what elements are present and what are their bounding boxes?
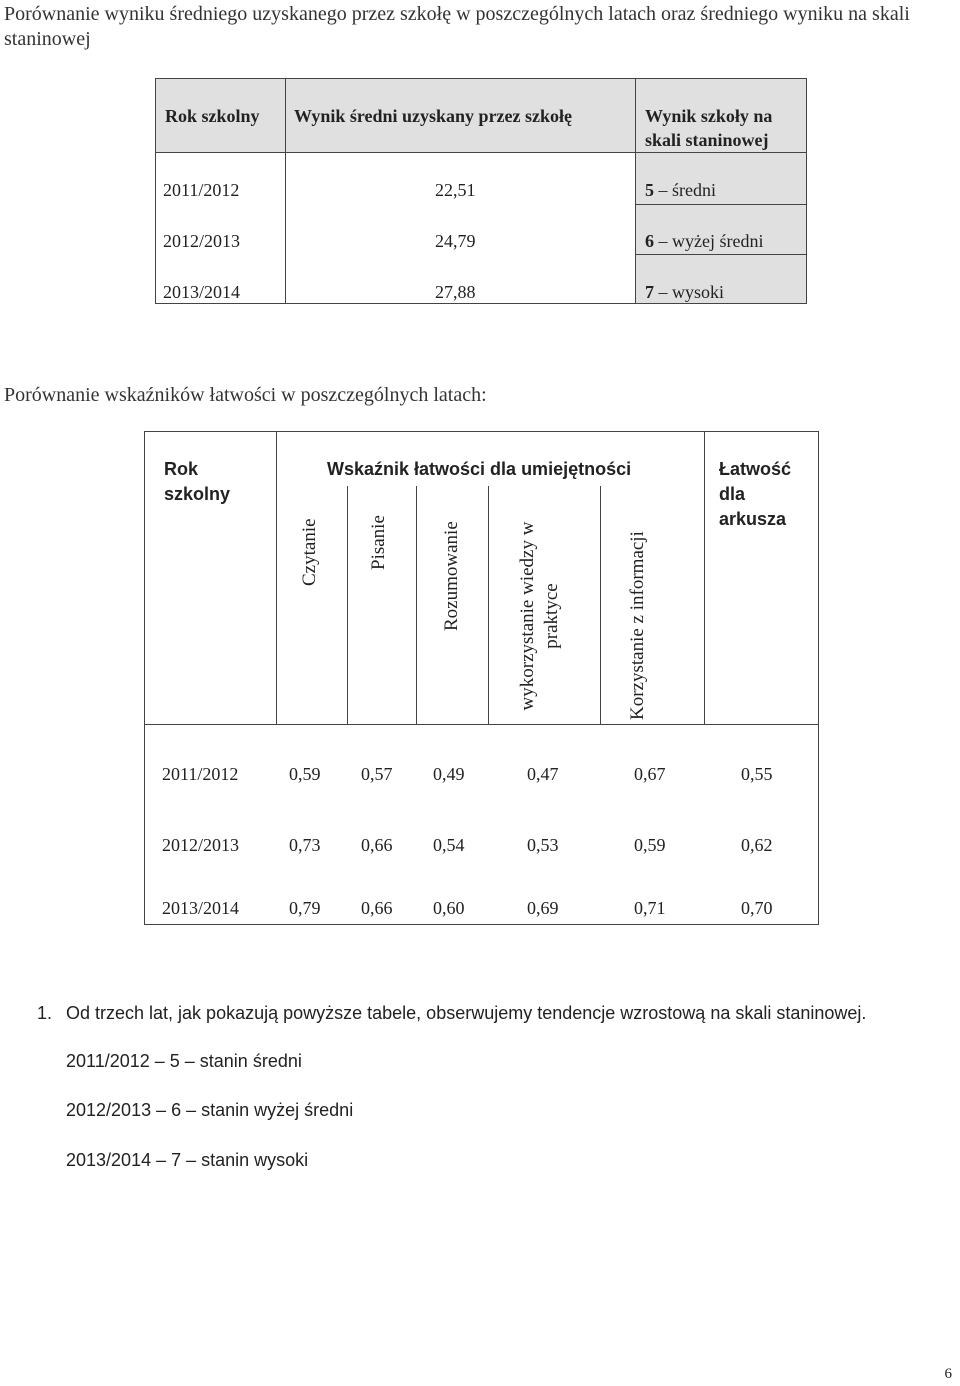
table-border (806, 78, 807, 304)
table-border (155, 78, 156, 304)
row3-reading: 0,79 (289, 898, 321, 918)
row2-year: 2012/2013 (163, 231, 241, 251)
header-ease-line1: Łatwość (719, 459, 792, 479)
table-border (144, 924, 819, 925)
row2-stanine-num: 6 (645, 231, 654, 251)
table-border (144, 431, 819, 432)
header-stanine-line1: Wynik szkoły na (645, 106, 773, 126)
header-year: Rok szkolny (165, 106, 260, 126)
table-border (155, 78, 807, 79)
row2-ease: 0,62 (741, 835, 773, 855)
row1-stanine-num: 5 (645, 180, 654, 200)
row1-reasoning: 0,49 (433, 764, 465, 784)
row3-reasoning: 0,60 (433, 898, 465, 918)
header-stanine-line2: skali staninowej (645, 130, 769, 150)
header-ease-line3: arkusza (719, 509, 787, 529)
header-avg: Wynik średni uzyskany przez szkołę (294, 106, 573, 126)
row2-reasoning: 0,54 (433, 835, 465, 855)
row2-stanine-label: – wyżej średni (658, 231, 764, 251)
note-text: Od trzech lat, jak pokazują powyższe tabele, obserwujemy tendencje wzrostową na skali staninowej. (66, 1003, 867, 1023)
row1-reading: 0,59 (289, 764, 321, 784)
section1-title: Porównanie wyniku średniego uzyskanego przez szkołę w poszczególnych latach oraz średniego wyniku na skali staninowej (4, 3, 910, 50)
row1-avg: 22,51 (435, 180, 476, 200)
row1-applying: 0,47 (527, 764, 559, 784)
row1-stanine-label: – średni (658, 180, 716, 200)
table-border (635, 254, 807, 255)
row1-year: 2011/2012 (163, 180, 240, 200)
header-ease-line2: dla (719, 484, 746, 504)
skill-header-reading: Czytanie (299, 518, 320, 586)
row2-writing: 0,66 (361, 835, 393, 855)
row3-applying: 0,69 (527, 898, 559, 918)
table-border (635, 204, 807, 205)
ease-index-table (144, 431, 819, 925)
row1-writing: 0,57 (361, 764, 393, 784)
row1-information: 0,67 (634, 764, 666, 784)
row3-avg: 27,88 (435, 282, 476, 302)
page-number: 6 (944, 1366, 952, 1382)
table-border (155, 152, 807, 153)
skill-header-using-information: Korzystanie z informacji (627, 531, 648, 720)
table-border (144, 431, 145, 925)
header-year-line2: szkolny (164, 484, 231, 504)
table-border (600, 486, 601, 724)
stanine-table (155, 78, 807, 304)
table-border (635, 78, 636, 304)
row2-applying: 0,53 (527, 835, 559, 855)
row3-stanine-num: 7 (645, 282, 654, 302)
row3-stanine-label: – wysoki (658, 282, 725, 302)
header-year-line1: Rok (164, 459, 199, 479)
skill-header-reasoning: Rozumowanie (441, 521, 462, 631)
row3-information: 0,71 (634, 898, 666, 918)
table-border (285, 78, 286, 304)
row3-year: 2013/2014 (162, 898, 240, 918)
note-line-2013: 2013/2014 – 7 – stanin wysoki (66, 1150, 309, 1170)
table-border (144, 793, 145, 794)
table-border (704, 431, 705, 724)
row2-information: 0,59 (634, 835, 666, 855)
row1-year: 2011/2012 (162, 764, 239, 784)
table-border (347, 486, 348, 724)
table-border (144, 724, 819, 725)
table-border (155, 303, 807, 304)
table-border (276, 431, 277, 724)
table-border (416, 486, 417, 724)
row2-reading: 0,73 (289, 835, 321, 855)
skill-header-writing: Pisanie (368, 515, 389, 570)
row3-ease: 0,70 (741, 898, 773, 918)
section2-title: Porównanie wskaźników łatwości w poszczególnych latach: (4, 384, 487, 406)
row2-avg: 24,79 (435, 231, 476, 251)
row2-stanine (645, 231, 763, 252)
table-border (488, 486, 489, 724)
row3-year: 2013/2014 (163, 282, 241, 302)
row3-stanine (645, 282, 724, 303)
note-line-2012: 2012/2013 – 6 – stanin wyżej średni (66, 1100, 354, 1120)
note-line-2011: 2011/2012 – 5 – stanin średni (66, 1051, 302, 1071)
row3-writing: 0,66 (361, 898, 393, 918)
note-number: 1. (37, 1003, 53, 1023)
header-skill-group: Wskaźnik łatwości dla umiejętności (327, 459, 632, 479)
table-border (818, 431, 819, 925)
skill-header-applying-knowledge: wykorzystanie wiedzy w praktyce (517, 521, 562, 711)
row2-year: 2012/2013 (162, 835, 240, 855)
row1-ease: 0,55 (741, 764, 773, 784)
row1-stanine (645, 180, 716, 201)
